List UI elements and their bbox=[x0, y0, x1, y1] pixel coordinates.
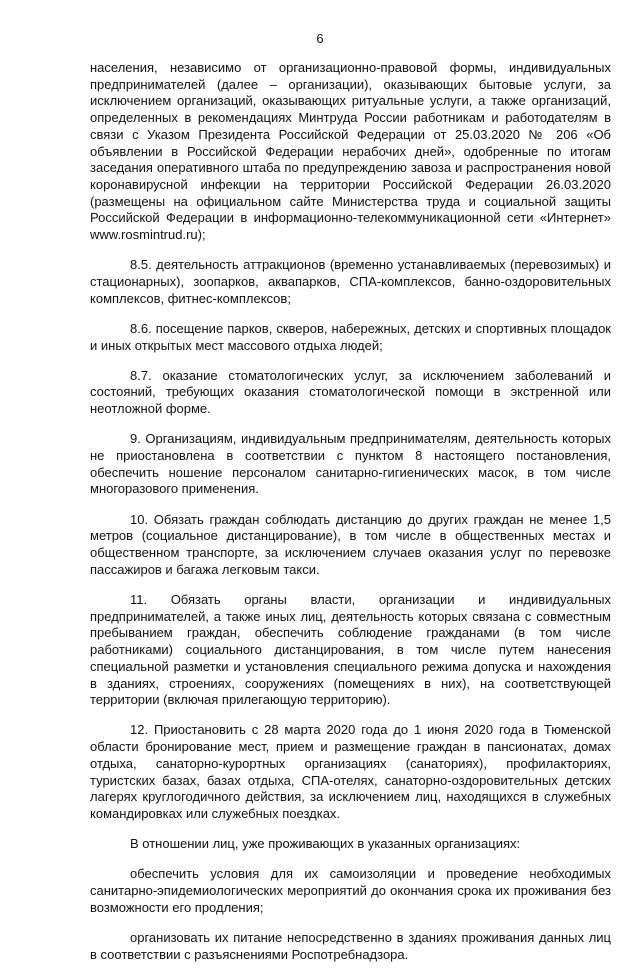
paragraph-self-isolation: обеспечить условия для их самоизоляции и проведение необходимых санитарно-эпидемиологических мероприятий до окончания срока их проживания без возможности его продления; bbox=[90, 866, 611, 915]
paragraph-8-7: 8.7. оказание стоматологических услуг, за исключением заболеваний и состояний, требующих оказания стоматологической помощи в экстренной или неотложной форме. bbox=[90, 367, 611, 417]
paragraph-residents-intro: В отношении лиц, уже проживающих в указанных организациях: bbox=[130, 836, 521, 852]
document-body bbox=[90, 60, 611, 977]
paragraph-11: 11. Обязать органы власти, организации и индивидуальных предпринимателей, а также иных лиц, деятельность которых связана с совместным пребыванием граждан, обеспечить соблюдение гражданами (в том числе работниками) социального дистанцирования, в том числе путем нанесения специальной разметки и установления специального режима допуска и нахождения в зданиях, строениях, сооружениях (помещениях в них), на соответствующей территории (включая прилегающую территорию). bbox=[90, 591, 611, 708]
paragraph-meals: организовать их питание непосредственно в зданиях проживания данных лиц в соответствии с разъяснениями Роспотребнадзора. bbox=[90, 929, 611, 962]
page-number: 6 bbox=[316, 31, 324, 46]
paragraph-10: 10. Обязать граждан соблюдать дистанцию до других граждан не менее 1,5 метров (социальное дистанцирование), в том числе в общественных местах и общественном транспорте, за исключением случаев оказания услуг по перевозке пассажиров и багажа легковым такси. bbox=[90, 511, 611, 577]
paragraph-8-6: 8.6. посещение парков, скверов, набережных, детских и спортивных площадок и иных открытых мест массового отдыха людей; bbox=[90, 320, 611, 353]
paragraph-8-5: 8.5. деятельность аттракционов (временно устанавливаемых (перевозимых) и стационарных), зоопарков, аквапарков, СПА-комплексов, банно-оздоровительных комплексов, фитнес-комплексов; bbox=[90, 257, 611, 306]
paragraph-9: 9. Организациям, индивидуальным предпринимателям, деятельность которых не приостановлена в соответствии с пунктом 8 настоящего постановления, обеспечить ношение персоналом санитарно-гигиенических масок, в том числе многоразового применения. bbox=[90, 431, 611, 497]
paragraph-continuation: населения, независимо от организационно-правовой формы, индивидуальных предпринимателей (далее – организации), оказывающих бытовые услуги, за исключением организаций, оказывающих ритуальные услуги, а также организаций, определенных в рекомендациях Минтруда России работникам и работодателям в связи с Указом Президента Российской Федерации от 25.03.2020 № 206 «Об объявлении в Российской Федерации нерабочих дней», одобренные по итогам заседания оперативного штаба по предупреждению завоза и распространения новой коронавирусной инфекции на территории Российской Федерации 26.03.2020 (размещены на официальном сайте Министерства труда и социальной защиты Российской Федерации в информационно-телекоммуникационной сети «Интернет» www.rosmintrud.ru); bbox=[90, 60, 611, 243]
paragraph-12: 12. Приостановить с 28 марта 2020 года до 1 июня 2020 года в Тюменской области бронирование мест, прием и размещение граждан в пансионатах, домах отдыха, санаторно-курортных организациях (санаториях), профилакториях, туристских базах, базах отдыха, СПА-отелях, санаторно-оздоровительных детских лагерях круглогодичного действия, за исключением лиц, находящихся в служебных командировках или служебных поездках. bbox=[90, 722, 611, 821]
